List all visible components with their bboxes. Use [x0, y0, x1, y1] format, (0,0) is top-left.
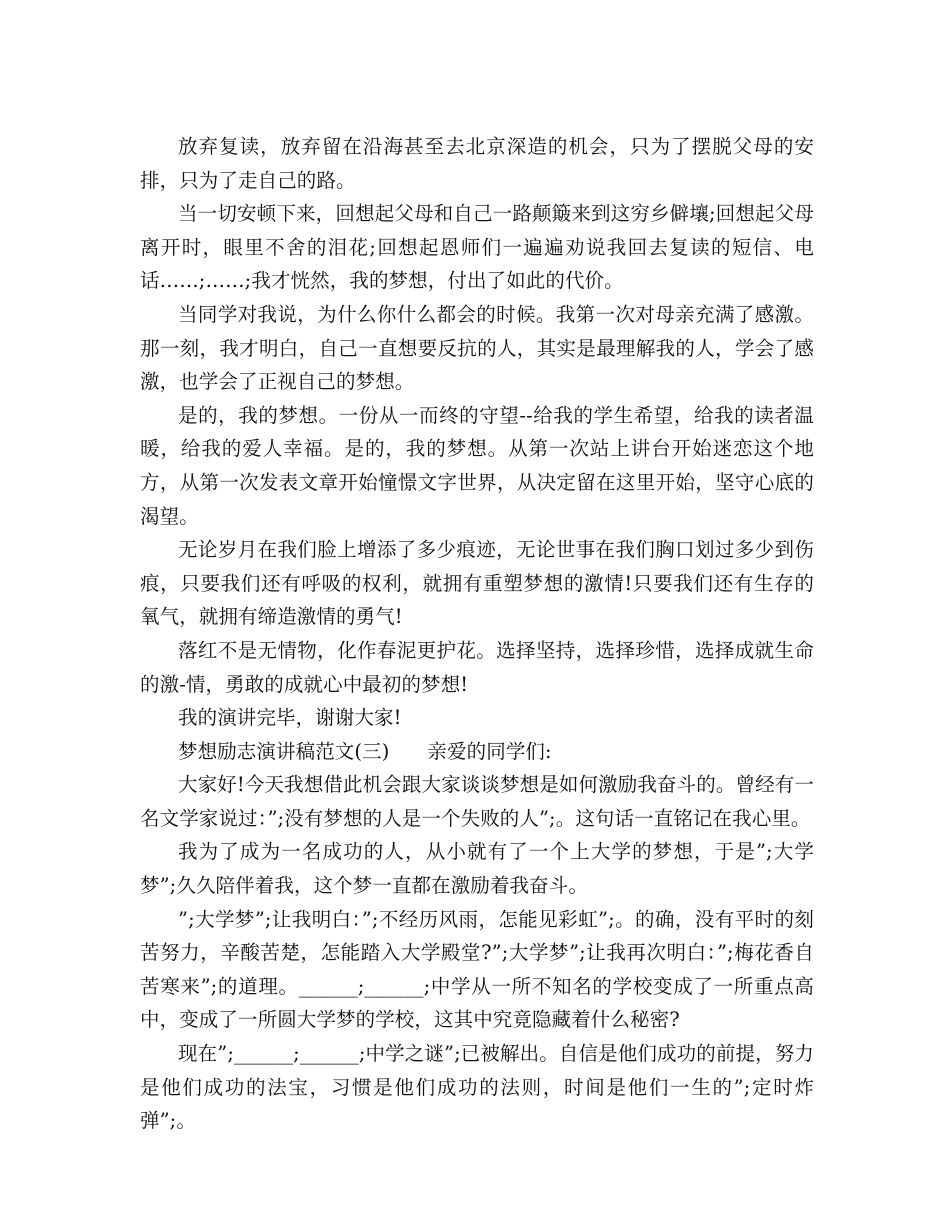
paragraph: ”;大学梦”;让我明白：”;不经历风雨，怎能见彩虹”;。的确，没有平时的刻苦努力，辛酸苦楚，怎能踏入大学殿堂?”;大学梦”;让我再次明白：”;梅花香自苦寒来”;的道理。______;______;中学从一所不知名的学校变成了一所重点高中，变成了一所圆大学梦的学校，这其中究竟隐藏着什么秘密?: [140, 907, 814, 1032]
paragraph: 是的，我的梦想。一份从一而终的守望--给我的学生希望，给我的读者温暖，给我的爱人幸福。是的，我的梦想。从第一次站上讲台开始迷恋这个地方，从第一次发表文章开始憧憬文字世界，从决定留在这里开始，坚守心底的渴望。: [140, 403, 814, 528]
salutation: 亲爱的同学们:: [427, 739, 552, 763]
paragraph: 落红不是无情物，化作春泥更护花。选择坚持，选择珍惜，选择成就生命的激-情，勇敢的成就心中最初的梦想!: [140, 638, 814, 696]
section-heading-line: [140, 735, 814, 769]
paragraph: 现在”;______;______;中学之谜”;已被解出。自信是他们成功的前提，努力是他们成功的法宝，习惯是他们成功的法则，时间是他们一生的”;定时炸弹”;。: [140, 1042, 814, 1133]
section-title: 梦想励志演讲稿范文(三): [178, 739, 390, 763]
paragraph: 大家好!今天我想借此机会跟大家谈谈梦想是如何激励我奋斗的。曾经有一名文学家说过：”;没有梦想的人是一个失败的人”;。这句话一直铭记在我心里。: [140, 773, 814, 830]
paragraph: 当一切安顿下来，回想起父母和自己一路颠簸来到这穷乡僻壤;回想起父母离开时，眼里不舍的泪花;回想起恩师们一遍遍劝说我回去复读的短信、电话……;……;我才恍然，我的梦想，付出了如此的代价。: [140, 202, 814, 293]
paragraph: 无论岁月在我们脸上增添了多少痕迹，无论世事在我们胸口划过多少到伤痕，只要我们还有呼吸的权利，就拥有重塑梦想的激情!只要我们还有生存的氧气，就拥有缔造激情的勇气!: [140, 538, 814, 629]
paragraph: 放弃复读，放弃留在沿海甚至去北京深造的机会，只为了摆脱父母的安排，只为了走自己的路。: [140, 135, 814, 192]
document-body: [140, 130, 814, 1138]
paragraph: 我为了成为一名成功的人，从小就有了一个上大学的梦想，于是”;大学梦”;久久陪伴着我，这个梦一直都在激励着我奋斗。: [140, 840, 814, 898]
paragraph: 我的演讲完毕，谢谢大家!: [178, 706, 402, 730]
paragraph: 当同学对我说，为什么你什么都会的时候。我第一次对母亲充满了感激。那一刻，我才明白，自己一直想要反抗的人，其实是最理解我的人，学会了感激，也学会了正视自己的梦想。: [140, 302, 814, 394]
